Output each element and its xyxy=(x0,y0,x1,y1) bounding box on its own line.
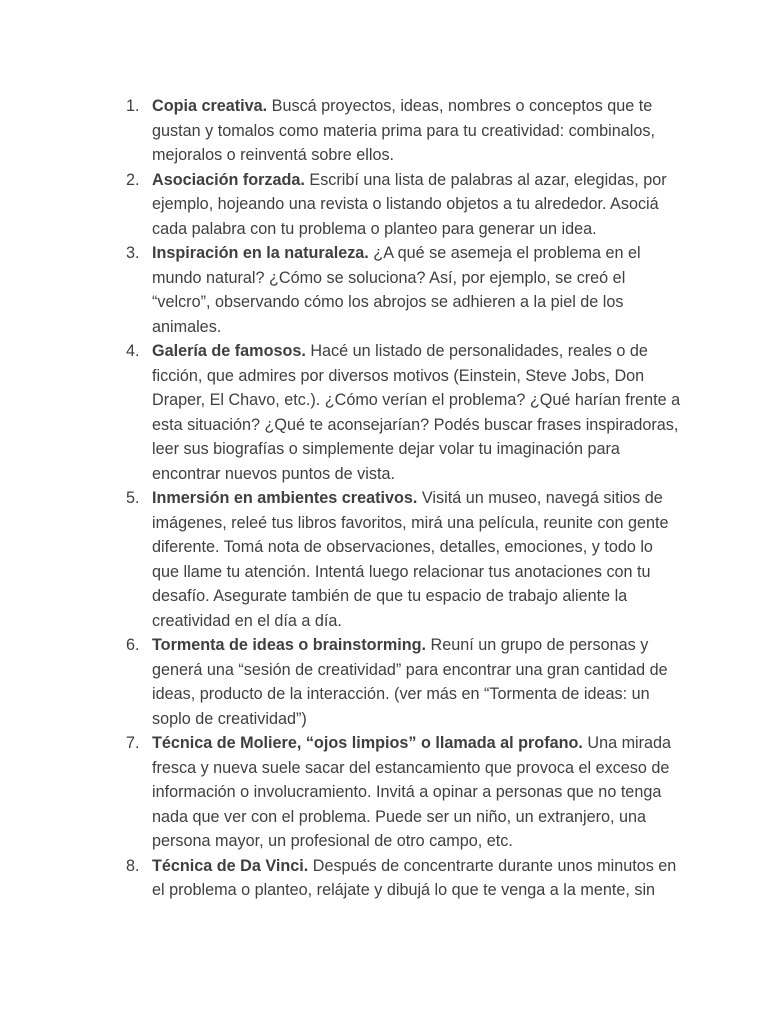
list-item xyxy=(126,633,682,731)
item-body: ¿A qué se asemeja el problema en el mundo natural? ¿Cómo se soluciona? Así, por ejemplo, se creó el “velcro”, observando cómo los abrojos se adhieren a la piel de los animales. xyxy=(152,244,641,336)
item-body: Reuní un grupo de personas y generá una “sesión de creatividad” para encontrar una gran cantidad de ideas, producto de la interacción. (ver más en “Tormenta de ideas: un soplo de creatividad”) xyxy=(152,636,668,728)
item-title: Inspiración en la naturaleza. xyxy=(152,244,369,262)
item-number: 7. xyxy=(126,734,140,752)
item-title: Galería de famosos. xyxy=(152,342,306,360)
item-title: Técnica de Moliere, “ojos limpios” o llamada al profano. xyxy=(152,734,583,752)
list-item xyxy=(126,731,682,854)
list-item xyxy=(126,241,682,339)
item-body: Una mirada fresca y nueva suele sacar del estancamiento que provoca el exceso de información o involucramiento. Invitá a opinar a personas que no tenga nada que ver con el problema. Puede ser un niño, un extranjero, una persona mayor, un profesional de otro campo, etc. xyxy=(152,734,672,850)
item-body: Hacé un listado de personalidades, reales o de ficción, que admires por diversos motivos (Einstein, Steve Jobs, Don Draper, El Chavo, etc.). ¿Cómo verían el problema? ¿Qué harían frente a esta situación? ¿Qué te aconsejarían? Podés buscar frases inspiradoras, leer sus biografías o simplemente dejar volar tu imaginación para encontrar nuevos puntos de vista. xyxy=(152,342,681,483)
item-number: 6. xyxy=(126,636,140,654)
list-item xyxy=(126,339,682,486)
item-number: 2. xyxy=(126,170,140,189)
creativity-techniques-list xyxy=(126,94,682,903)
item-number: 3. xyxy=(126,244,140,262)
list-item xyxy=(126,168,682,242)
item-body: Buscá proyectos, ideas, nombres o conceptos que te gustan y tomalos como materia prima para tu creatividad: combinalos, mejoralos o reinventá sobre ellos. xyxy=(152,97,655,164)
list-item xyxy=(126,94,682,168)
item-title: Asociación forzada. xyxy=(152,170,305,189)
item-body: Visitá un museo, navegá sitios de imágenes, releé tus libros favoritos, mirá una película, reunite con gente diferente. Tomá nota de observaciones, detalles, emociones, y todo lo que llame tu atención. Intentá luego relacionar tus anotaciones con tu desafío. Asegurate también de que tu espacio de trabajo aliente la creatividad en el día a día. xyxy=(152,489,669,630)
item-body: Después de concentrarte durante unos minutos en el problema o planteo, relájate y dibujá lo que te venga a la mente, sin xyxy=(152,856,677,899)
item-number: 8. xyxy=(126,856,140,875)
item-body: Escribí una lista de palabras al azar, elegidas, por ejemplo, hojeando una revista o listando objetos a tu alrededor. Asociá cada palabra con tu problema o planteo para generar un idea. xyxy=(152,170,667,238)
item-title: Técnica de Da Vinci. xyxy=(152,856,309,875)
item-number: 5. xyxy=(126,489,140,507)
item-number: 1. xyxy=(126,97,140,115)
item-title: Copia creativa. xyxy=(152,97,268,115)
item-title: Inmersión en ambientes creativos. xyxy=(152,489,418,507)
list-item xyxy=(126,486,682,633)
list-item xyxy=(126,854,682,903)
item-title: Tormenta de ideas o brainstorming. xyxy=(152,636,427,654)
item-number: 4. xyxy=(126,342,140,360)
